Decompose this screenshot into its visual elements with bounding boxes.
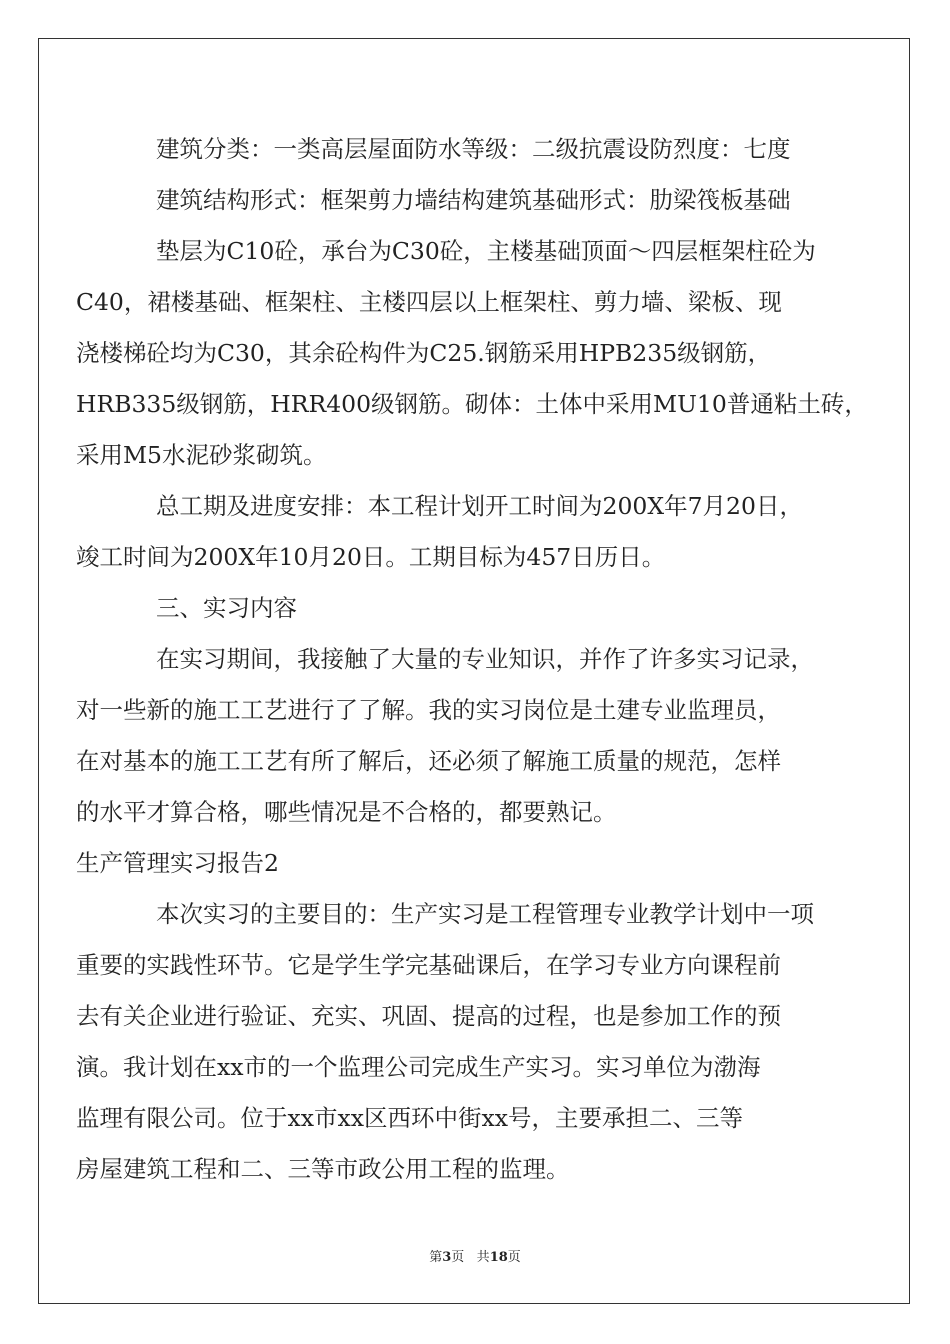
paragraph-line: 去有关企业进行验证、充实、巩固、提高的过程，也是参加工作的预 [76, 1002, 781, 1030]
paragraph-line: 重要的实践性环节。它是学生学完基础课后，在学习专业方向课程前 [76, 951, 781, 979]
page-suffix: 页 [451, 1250, 465, 1265]
paragraph-line: 垫层为C10砼，承台为C30砼，主楼基础顶面～四层框架柱砼为 [156, 237, 816, 265]
paragraph-line: 采用M5水泥砂浆砌筑。 [76, 441, 327, 469]
paragraph-line: 演。我计划在xx市的一个监理公司完成生产实习。实习单位为渤海 [76, 1053, 761, 1081]
total-pages: 18 [489, 1250, 508, 1265]
total-prefix: 共 [476, 1250, 490, 1265]
report-title: 生产管理实习报告2 [76, 849, 279, 877]
paragraph-line: 房屋建筑工程和二、三等市政公用工程的监理。 [76, 1155, 570, 1183]
section-heading: 三、实习内容 [156, 594, 297, 622]
paragraph-line: 本次实习的主要目的：生产实习是工程管理专业教学计划中一项 [156, 900, 814, 928]
page-number: 3 [442, 1250, 452, 1265]
paragraph-line: 总工期及进度安排：本工程计划开工时间为200X年7月20日， [156, 492, 803, 520]
page-prefix: 第 [429, 1250, 443, 1265]
total-suffix: 页 [507, 1250, 521, 1265]
paragraph-line: HRB335级钢筋，HRR400级钢筋。砌体：土体中采用MU10普通粘土砖， [76, 390, 868, 418]
paragraph-line: 浇楼梯砼均为C30，其余砼构件为C25.钢筋采用HPB235级钢筋， [76, 339, 772, 367]
paragraph-line: 在实习期间，我接触了大量的专业知识，并作了许多实习记录， [156, 645, 814, 673]
paragraph-line: 监理有限公司。位于xx市xx区西环中街xx号，主要承担二、三等 [76, 1104, 744, 1132]
paragraph-line: 对一些新的施工工艺进行了了解。我的实习岗位是土建专业监理员， [76, 696, 781, 724]
paragraph-line: 的水平才算合格，哪些情况是不合格的，都要熟记。 [76, 798, 617, 826]
paragraph-line: 建筑结构形式：框架剪力墙结构建筑基础形式：肋梁筏板基础 [156, 186, 791, 214]
paragraph-line: 竣工时间为200X年10月20日。工期目标为457日历日。 [76, 543, 666, 571]
document-body [76, 124, 868, 1195]
paragraph-line: 在对基本的施工工艺有所了解后，还必须了解施工质量的规范，怎样 [76, 747, 781, 775]
paragraph-line: C40，裙楼基础、框架柱、主楼四层以上框架柱、剪力墙、梁板、现 [76, 288, 782, 316]
page-footer [0, 1246, 950, 1265]
paragraph-line: 建筑分类：一类高层屋面防水等级：二级抗震设防烈度：七度 [156, 135, 791, 163]
